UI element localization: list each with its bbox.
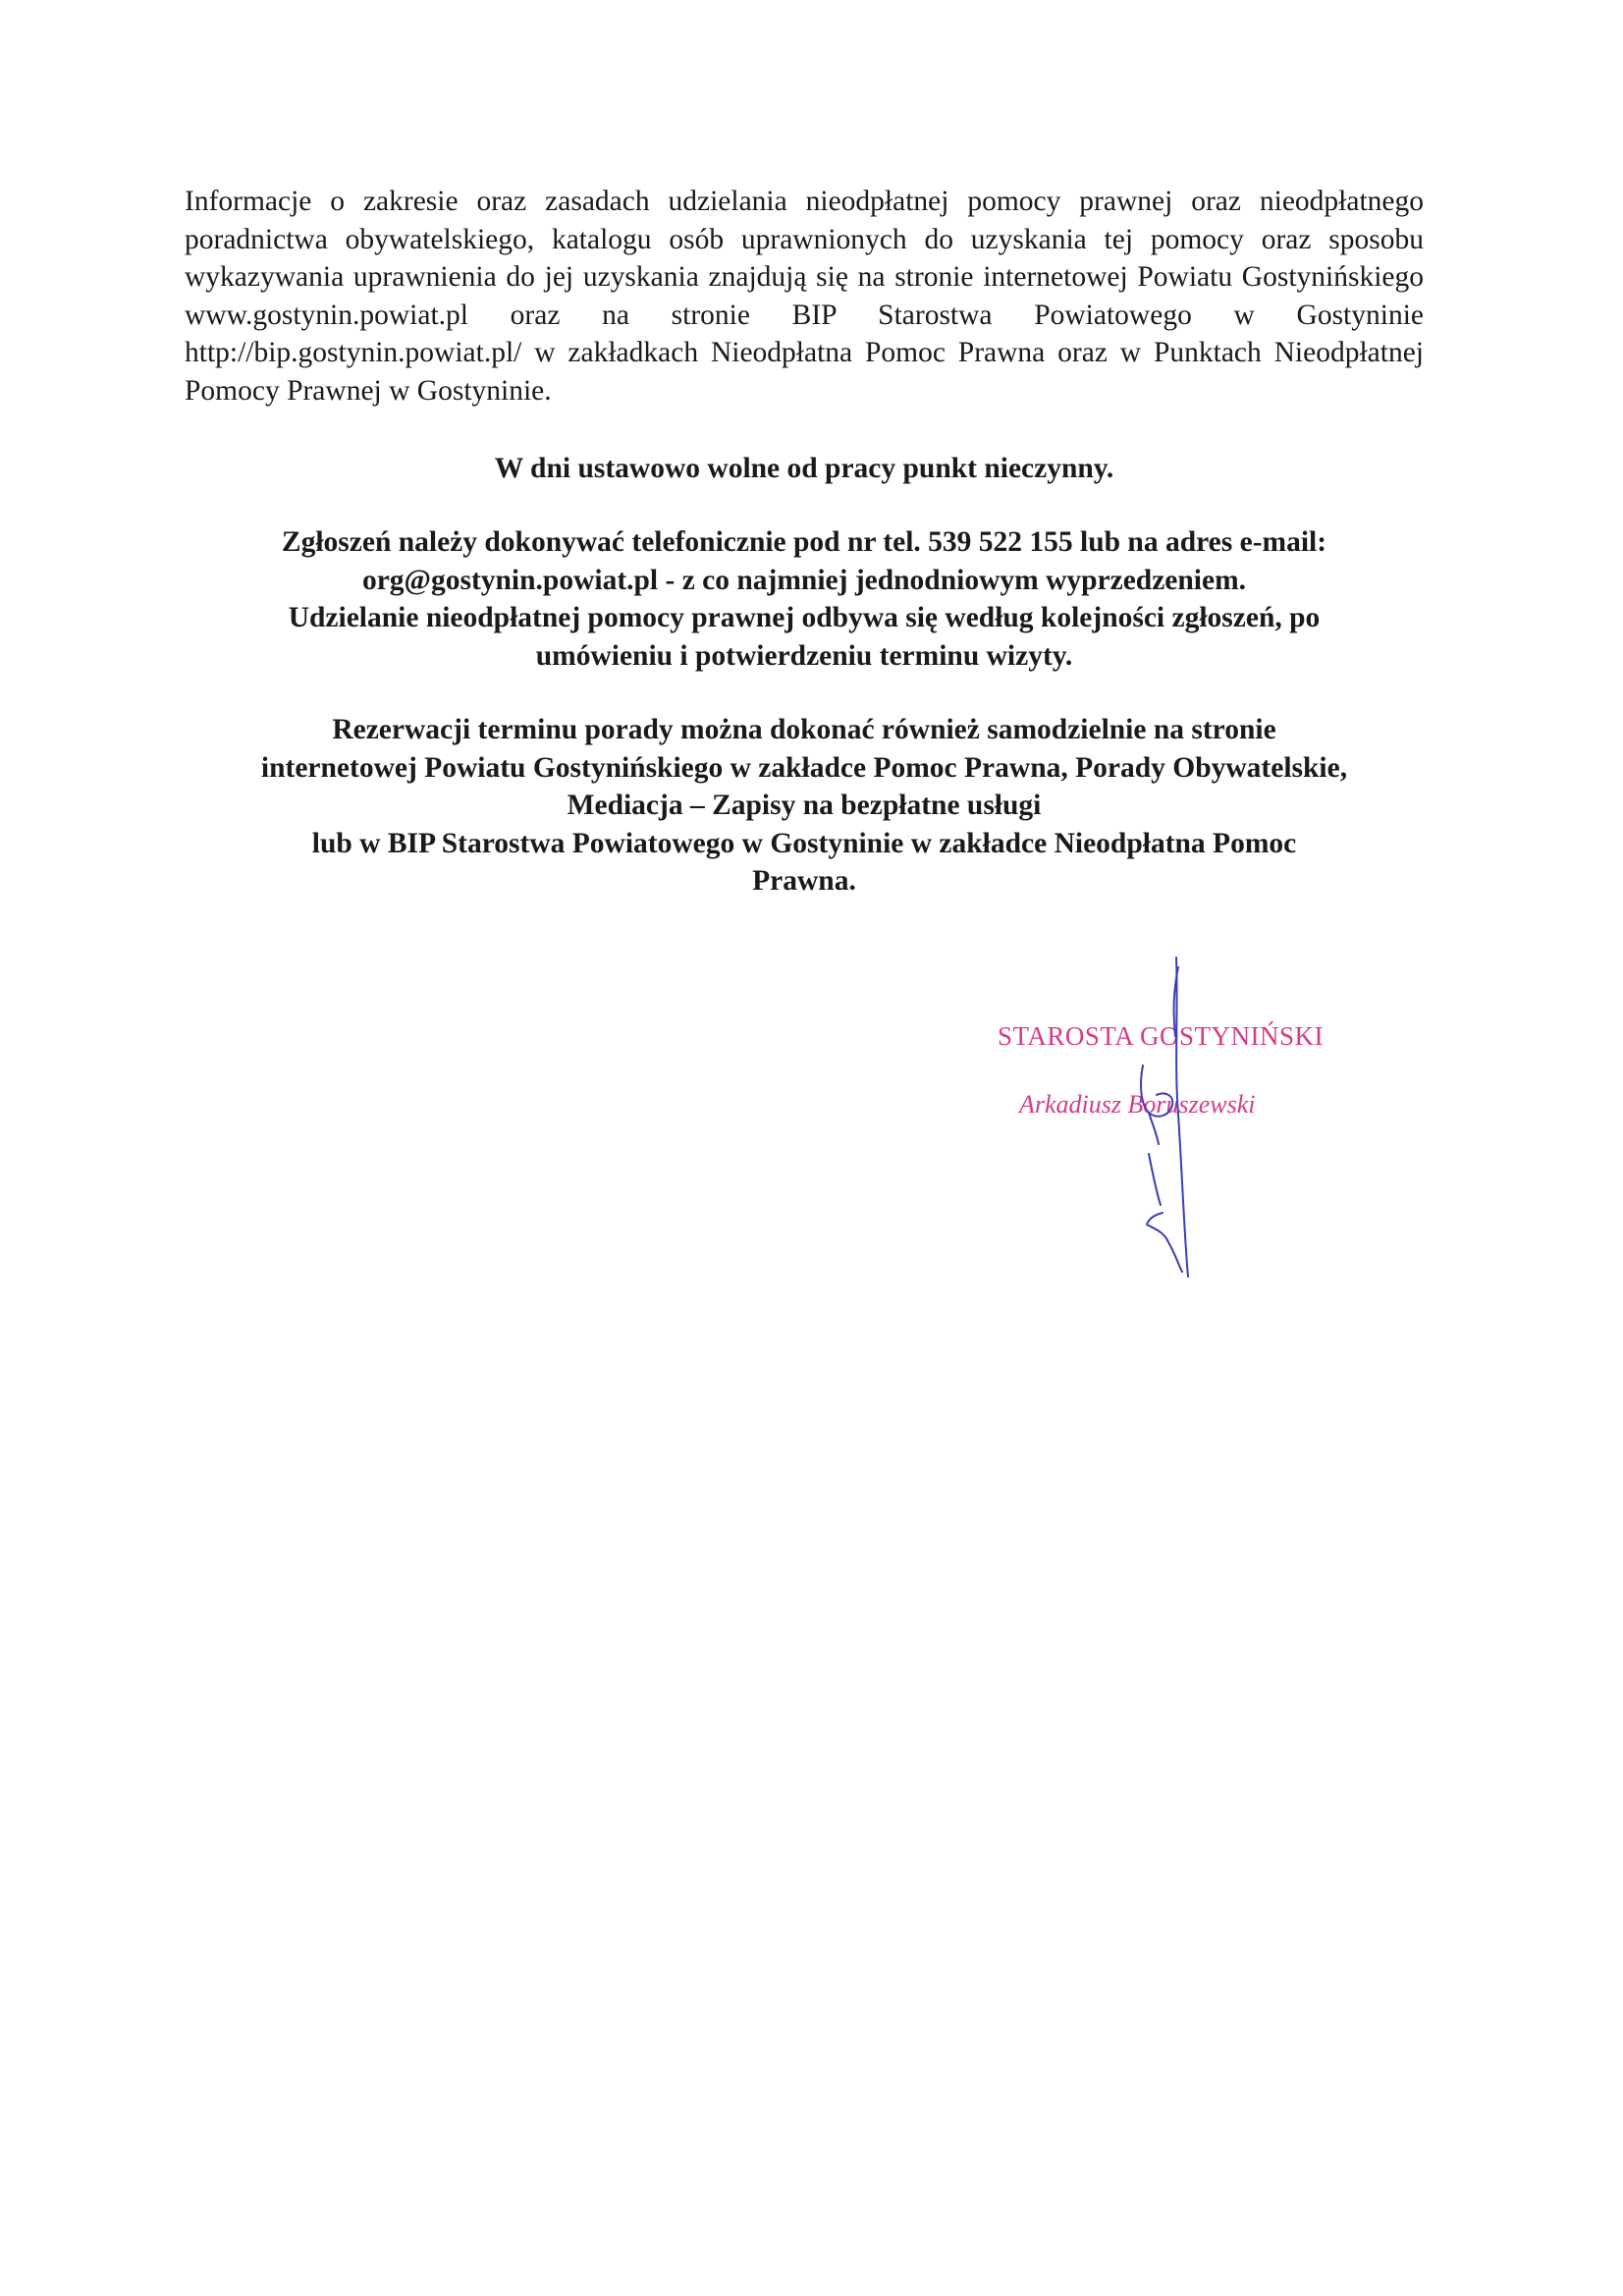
contact-line: Udzielanie nieodpłatnej pomocy prawnej odbywa się według kolejności zgłoszeń, po [288,602,1321,633]
closed-notice: W dni ustawowo wolne od pracy punkt nieczynny. [494,453,1114,484]
booking-line: Prawna. [752,865,856,897]
contact-line: umówieniu i potwierdzeniu terminu wizyty. [535,639,1073,672]
info-paragraph: Informacje o zakresie oraz zasadach udzielania nieodpłatnej pomocy prawnej oraz nieodpłatnego poradnictwa obywatelskiego, katalogu osób uprawnionych do uzyskania tej pomocy oraz sposobu wykazywania uprawnienia do jej uzyskania znajdują się na stronie internetowej Powiatu Gostynińskiego www.gostynin.powiat.pl oraz na stronie BIP Starostwa Powiatowego w Gostyninie http://bip.gostynin.powiat.pl/ w zakładkach Nieodpłatna Pomoc Prawna oraz w Punktach Nieodpłatnej Pomocy Prawnej w Gostyninie. [185,186,1424,407]
contact-line: Zgłoszeń należy dokonywać telefonicznie pod nr tel. 539 522 155 lub na adres e-mail: [281,526,1327,558]
contact-line: org@gostynin.powiat.pl - z co najmniej jednodniowym wyprzedzeniem. [361,564,1247,596]
handwritten-signature [1080,948,1237,1291]
stamp-name: Arkadiusz Boruszewski [1019,1090,1256,1119]
stamp-title: STAROSTA GOSTYNIŃSKI [998,1021,1324,1051]
booking-line: Rezerwacji terminu porady można dokonać również samodzielnie na stronie [332,714,1276,745]
booking-line: lub w BIP Starostwa Powiatowego w Gostyninie w zakładce Nieodpłatna Pomoc [311,827,1297,859]
booking-line: internetowej Powiatu Gostynińskiego w zakładce Pomoc Prawna, Porady Obywatelskie, [260,751,1348,784]
booking-line: Mediacja – Zapisy na bezpłatne usługi [567,790,1042,821]
booking-paragraph [185,711,1424,901]
contact-paragraph [185,523,1424,675]
